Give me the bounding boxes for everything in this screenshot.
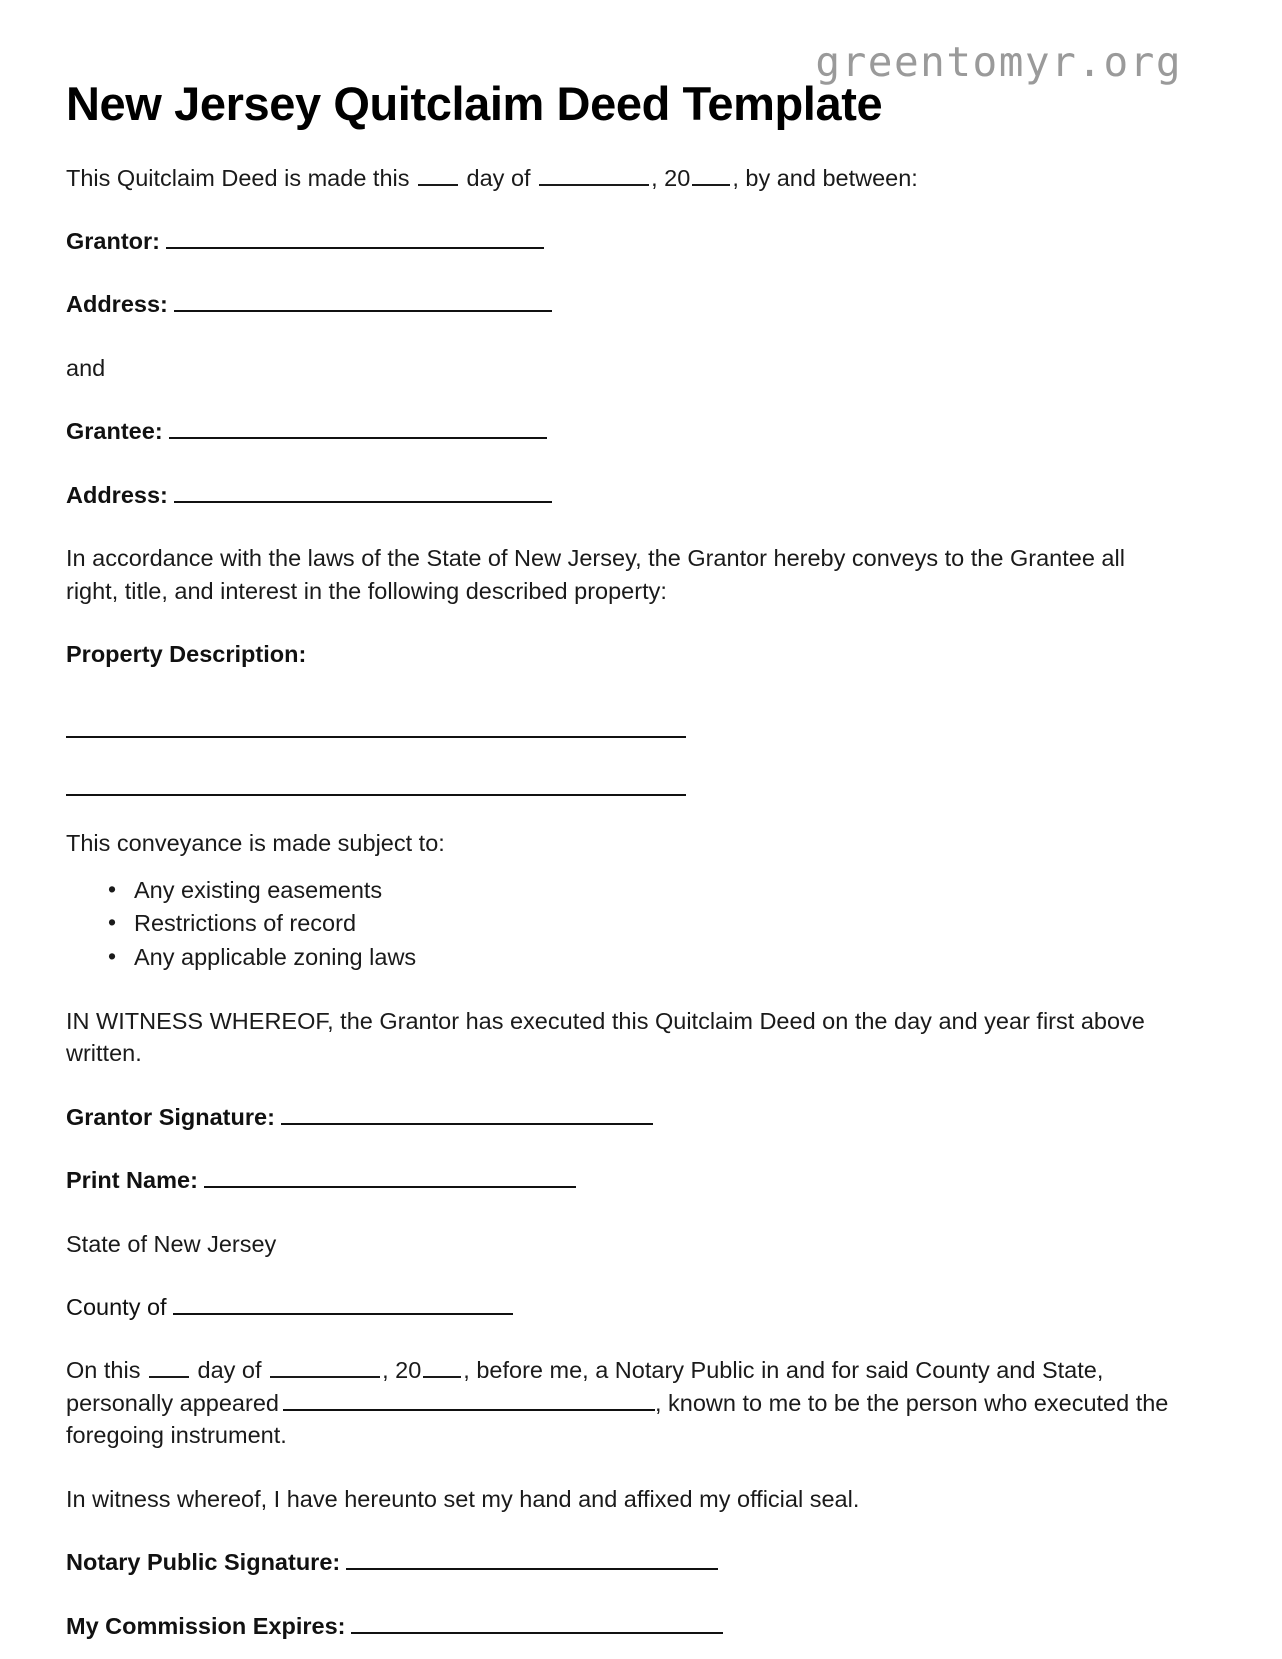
grantor-address-label: Address: <box>66 291 168 318</box>
and-connector: and <box>66 354 106 381</box>
property-description-heading <box>66 607 1186 670</box>
print-name-blank[interactable] <box>204 1167 576 1188</box>
seal-paragraph: In witness whereof, I have hereunto set my hand and affixed my official seal. <box>66 1485 860 1512</box>
ack-day-blank[interactable] <box>149 1358 189 1378</box>
ack-segment-1: On this <box>66 1357 141 1384</box>
county-line <box>66 1260 1186 1323</box>
ack-person-blank[interactable] <box>283 1390 655 1411</box>
grantor-signature-label: Grantor Signature: <box>66 1103 275 1130</box>
list-item: • Any applicable zoning laws <box>134 941 1186 974</box>
grantee-address-blank[interactable] <box>174 481 552 502</box>
intro-segment-2: day of <box>466 164 531 191</box>
ack-segment-4: , before me, a Notary Public in and for said County and State, personally appeared <box>66 1357 1104 1416</box>
intro-segment-3: , 20 <box>651 164 691 191</box>
property-description-label: Property Description: <box>66 641 307 667</box>
intro-paragraph <box>66 131 1176 194</box>
subject-to-intro: This conveyance is made subject to: <box>66 830 445 857</box>
commission-expires-label: My Commission Expires: <box>66 1612 346 1639</box>
page-title: New Jersey Quitclaim Deed Template <box>66 77 883 130</box>
print-name-line <box>66 1133 1186 1196</box>
grantor-label: Grantor: <box>66 228 160 255</box>
ack-segment-5: , known to me to be the person who executed the foregoing instrument. <box>66 1389 1169 1449</box>
grantee-label: Grantee: <box>66 418 163 445</box>
notary-signature-blank[interactable] <box>346 1549 718 1570</box>
intro-segment-4: , by and between: <box>732 164 918 191</box>
ack-segment-2: day of <box>197 1357 262 1384</box>
ack-year-blank[interactable] <box>423 1358 461 1378</box>
ack-month-blank[interactable] <box>270 1358 380 1378</box>
intro-segment-1: This Quitclaim Deed is made this <box>66 164 410 191</box>
grantor-signature-blank[interactable] <box>281 1104 653 1125</box>
commission-expires-blank[interactable] <box>351 1612 723 1633</box>
commission-expires-line <box>66 1579 1186 1642</box>
witness-paragraph: IN WITNESS WHEREOF, the Grantor has executed this Quitclaim Deed on the day and year first above written. <box>66 1007 1145 1067</box>
grantee-blank[interactable] <box>169 418 547 439</box>
county-label: County of <box>66 1294 167 1321</box>
grantor-signature-line <box>66 1070 1186 1133</box>
grantor-line <box>66 194 1186 257</box>
ack-segment-3: , 20 <box>382 1357 422 1384</box>
list-item: • Any existing easements <box>134 874 1186 907</box>
site-watermark: greentomyr.org <box>815 38 1182 86</box>
conveyance-paragraph: In accordance with the laws of the State of New Jersey, the Grantor hereby conveys to the Grantee all right, title, and interest in the following described property: <box>66 545 1125 604</box>
state-line: State of New Jersey <box>66 1230 277 1257</box>
grantee-line <box>66 384 1186 447</box>
list-item: • Restrictions of record <box>134 907 1186 940</box>
intro-year-blank[interactable] <box>692 165 730 185</box>
grantee-address-line <box>66 448 1186 511</box>
county-blank[interactable] <box>173 1294 513 1315</box>
grantor-address-line <box>66 257 1186 320</box>
grantee-address-label: Address: <box>66 481 168 508</box>
notary-acknowledgement-paragraph <box>66 1323 1176 1451</box>
notary-signature-label: Notary Public Signature: <box>66 1549 341 1576</box>
print-name-label: Print Name: <box>66 1167 198 1194</box>
grantor-blank[interactable] <box>166 228 544 249</box>
grantor-address-blank[interactable] <box>174 291 552 312</box>
property-description-blank-line-1[interactable] <box>66 736 686 738</box>
intro-month-blank[interactable] <box>539 165 649 185</box>
notary-signature-line <box>66 1515 1186 1578</box>
subject-to-list <box>66 874 1186 974</box>
intro-day-blank[interactable] <box>418 165 458 185</box>
